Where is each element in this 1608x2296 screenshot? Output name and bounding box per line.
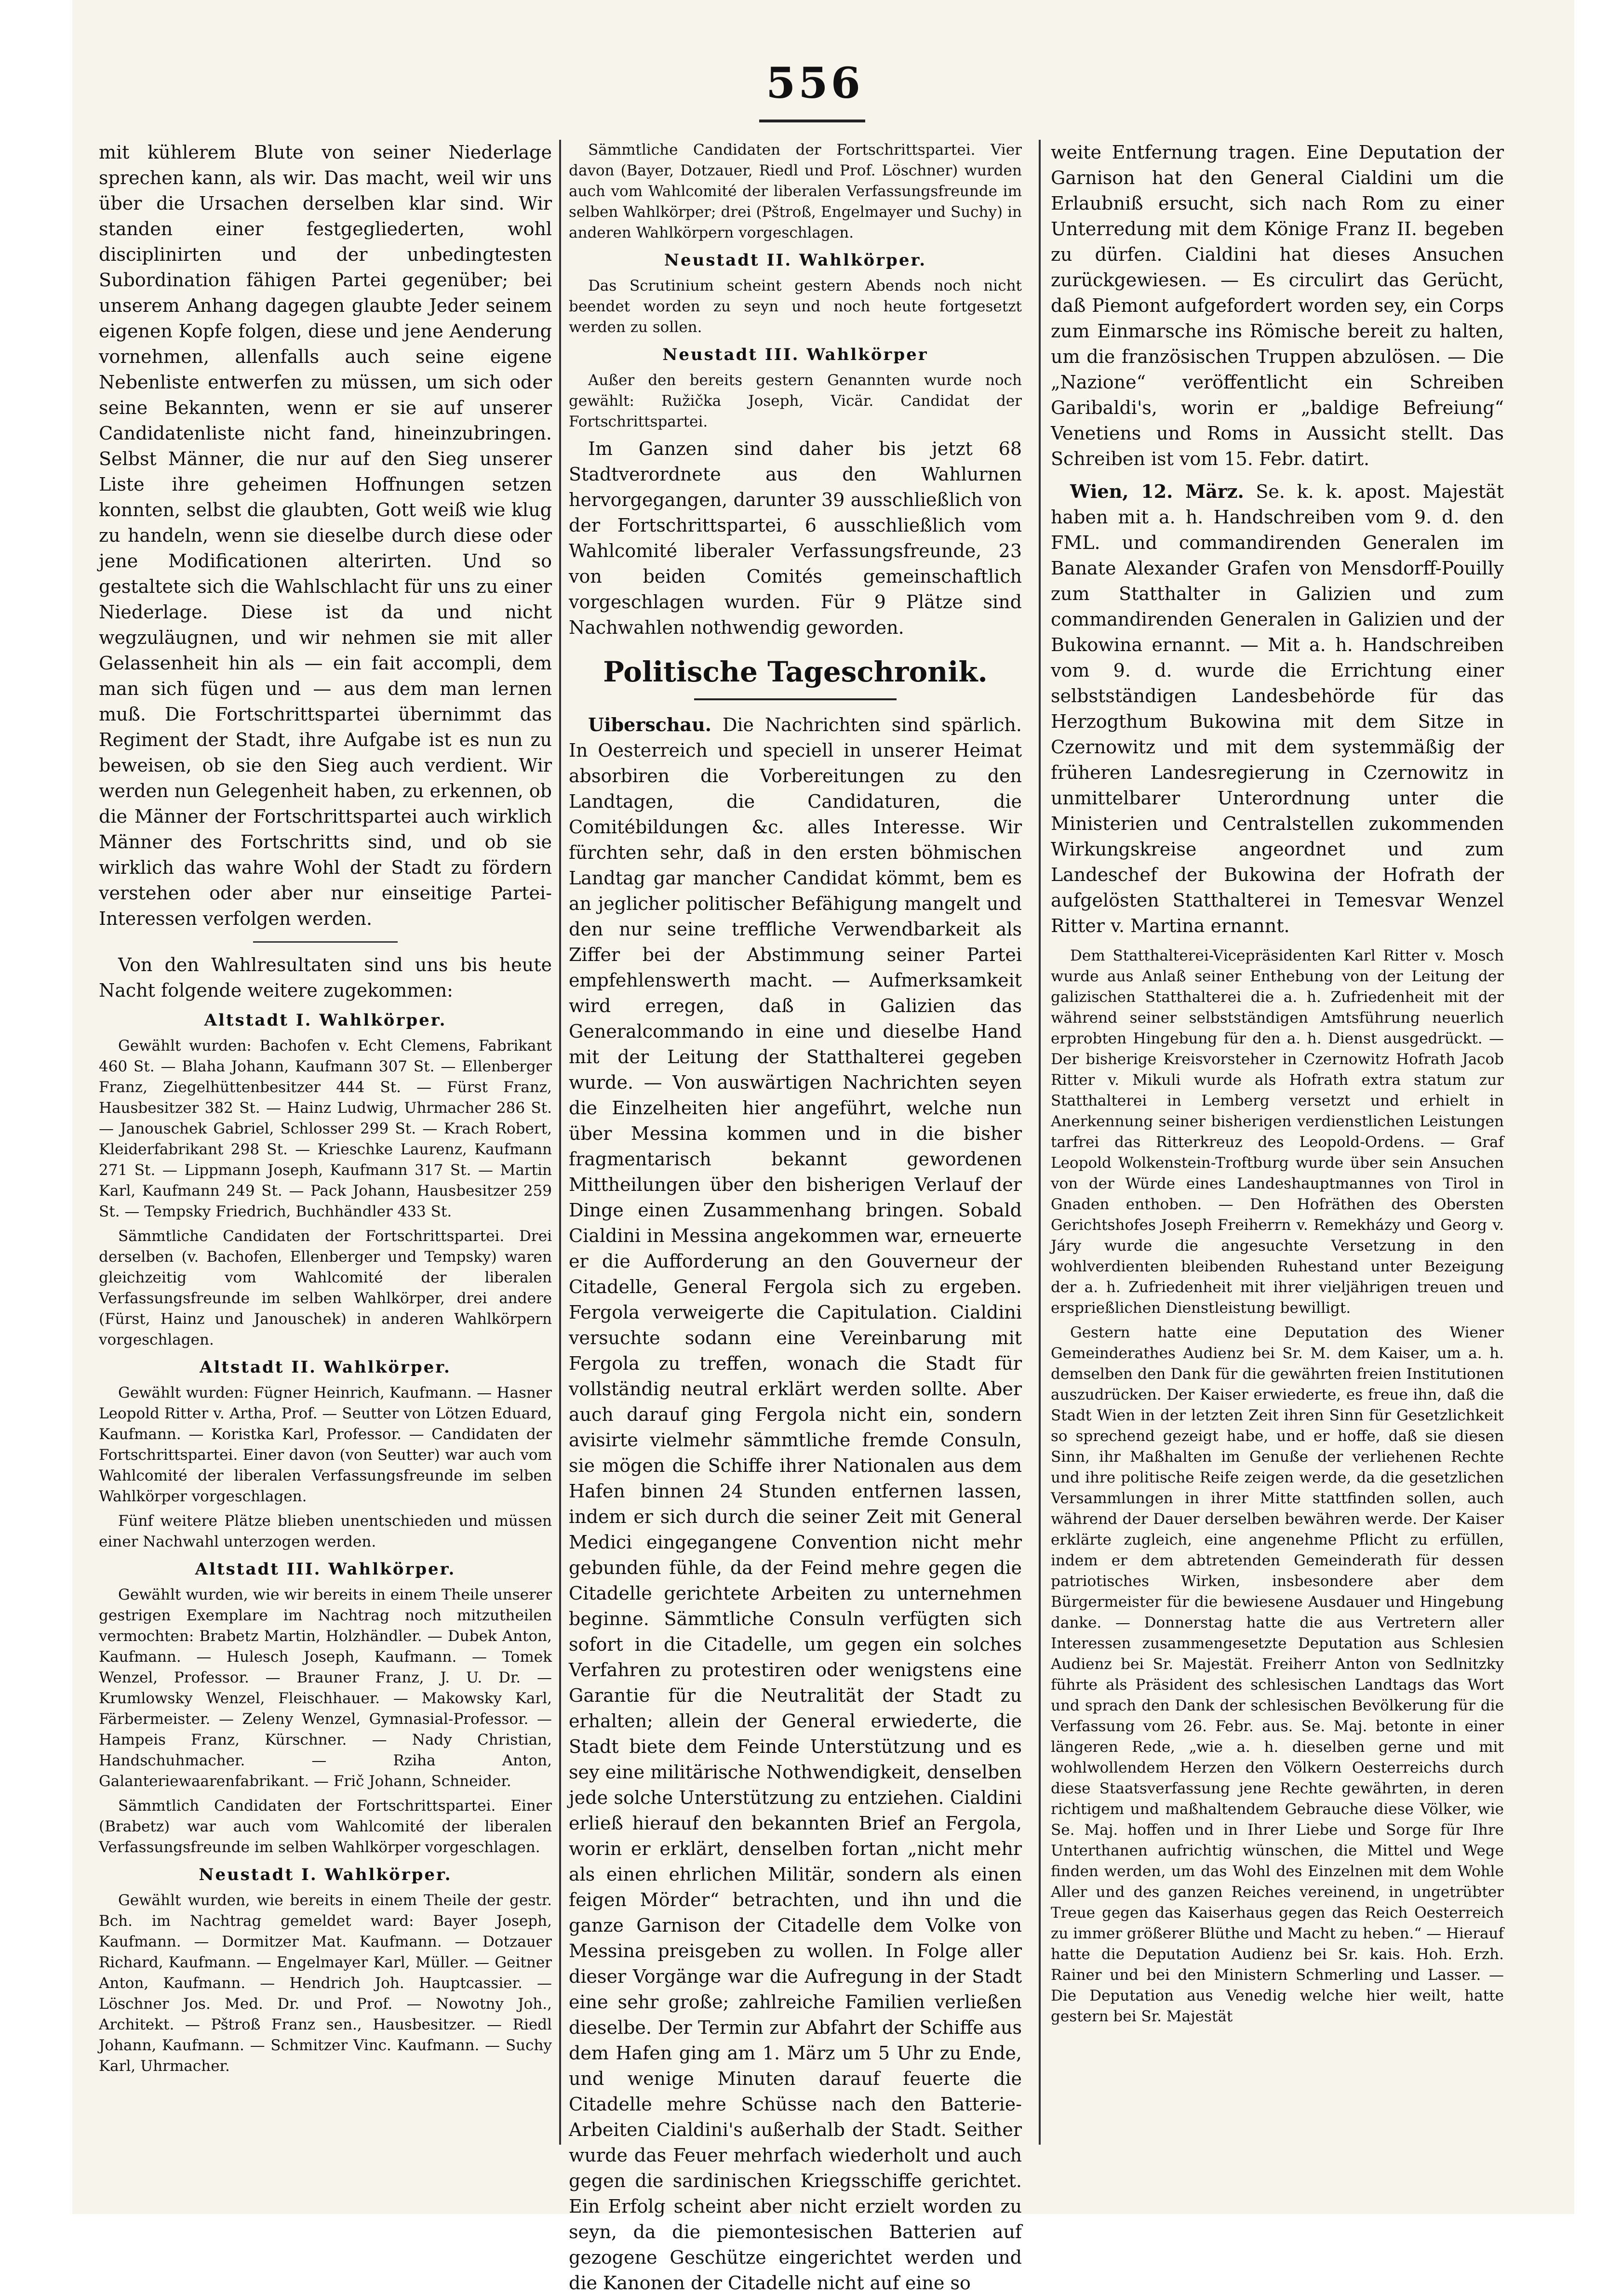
article-body: Die Nachrichten sind spärlich. In Oesterreich und speciell in unserer Heimat absorbiren die Vorbereitungen zu den Landtagen, die Candidaturen, die Comitébildungen &c. alles Interesse. Wir fürchten sehr, daß in den ersten böhmischen Landtag gar mancher Candidat kömmt, bem es an jeglicher politischer Befähigung mangelt und den nur seine treffliche Verwendbarkeit als Ziffer bei der Abstimmung seiner Partei empfehlenswerth macht. — Aufmerksamkeit wird erregen, daß in Galizien das Generalcommando in eine und dieselbe Hand mit der Leitung der Statthalterei gegeben wurde. — Von auswärtigen Nachrichten seyen die Einzelheiten hier angeführt, welche nun über Messina kommen und in die bisher fragmentarisch bekannt gewordenen Mittheilungen über den bisherigen Verlauf der Dinge einen Zusammenhang bringen. Sobald Cialdini in Messina angekommen war, erneuerte er die Aufforderung an den Gouverneur der Citadelle, General Fergola sich zu ergeben. Fergola verweigerte die Capitulation. Cialdini versuchte sodann eine Vereinbarung mit Fergola zu treffen, wonach die Stadt für vollständig neutral erklärt werden sollte. Aber auch darauf ging Fergola nicht ein, sondern avisirte vielmehr sämmtliche fremde Consuln, sie mögen die Schiffe ihrer Nationalen aus dem Hafen binnen 24 Stunden entfernen lassen, indem er sich durch die seiner Zeit mit General Medici eingegangene Convention nicht mehr gebunden fühle, da der Feind mehre gegen die Citadelle gerichtete Arbeiten zu unternehmen beginne. Sämmtliche Consuln verfügten sich sofort in die Citadelle, um gegen ein solches Verfahren zu protestiren oder wenigstens eine Garantie für die Neutralität der Stadt zu erhalten; allein der General erwiederte, die Stadt biete dem Feinde Unterstützung und es sey eine militärische Nothwendigkeit, denselben jede solche Unterstützung zu entziehen. Cialdini erließ hierauf den bekannten Brief an Fergola, worin er erklärt, denselben fortan „nicht mehr als einen ehrlichen Militär, sondern als einen feigen Mörder“ betrachten, und ihn und die ganze Garnison der Citadelle dem Volke von Messina preisgeben zu wollen. In Folge aller dieser Vorgänge war die Aufregung in der Stadt eine sehr große; zahlreiche Familien verließen dieselbe. Der Termin zur Abfahrt der Schiffe aus dem Hafen ging am 1. März um 5 Uhr zu Ende, und wenige Minuten darauf feuerte die Citadelle mehre Schüsse nach den Batterie-Arbeiten Cialdini's außerhalb der Stadt. Seither wurde das Feuer mehrfach wiederholt und auch gegen die sardinischen Kriegsschiffe gerichtet. Ein Erfolg scheint aber nicht erzielt worden zu seyn, da die piemontesischen Batterien auf gezogene Geschütze eingerichtet werden und die Kanonen der Citadelle nicht auf eine so bbox=[569, 714, 1022, 2294]
article-paragraph: Im Ganzen sind daher bis jetzt 68 Stadtverordnete aus den Wahlurnen hervorgegangen, darunter 39 ausschließlich von der Fortschrittspartei, 6 ausschließlich vom Wahlcomité liberaler Verfassungsfreunde, 23 von beiden Comités gemeinschaftlich vorgeschlagen wurden. Für 9 Plätze sind Nachwahlen nothwendig geworden. bbox=[569, 438, 1022, 638]
column-divider-2 bbox=[1039, 140, 1041, 2145]
separator-rule bbox=[253, 941, 398, 943]
article-lead: Uiberschau. bbox=[588, 714, 711, 735]
article-body: Se. k. k. apost. Majestät haben mit a. h. Handschreiben vom 9. d. den FML. und commandirenden Generalen im Banate Alexander Grafen von Mensdorff-Pouilly zum Statthalter in Galizien und zum commandirenden Generalen in Galizien und der Bukowina ernannt. — Mit a. h. Handschreiben vom 9. d. wurde die Errichtung einer selbstständigen Landesbehörde für das Herzogthum Bukowina mit dem Sitze in Czernowitz und mit dem systemmäßig der früheren Landesregierung in Czernowitz in unmittelbarer Unterordnung unter die Ministerien und Centralstellen zukommenden Wirkungskreise angeordnet und zum Landeschef der Bukowina der Hofrath der aufgelösten Statthalterei in Temesvar Wenzel Ritter v. Martina ernannt. bbox=[1051, 481, 1504, 936]
results-paragraph: Das Scrutinium scheint gestern Abends noch nicht beendet worden zu seyn und noch heute fortgesetzt werden zu sollen. bbox=[569, 277, 1022, 336]
brief-paragraph: Gestern hatte eine Deputation des Wiener Gemeinderathes Audienz bei Sr. M. dem Kaiser, um a. h. demselben den Dank für die gewährten freien Institutionen auszudrücken. Der Kaiser erwiederte, es freue ihn, daß die Stadt Wien in der letzten Zeit ihren Sinn für Gesetzlichkeit so sprechend gezeigt habe, und er hoffe, daß sie diesen Sinn, ihr Maßhalten im Genuße der verliehenen Rechte und ihre politische Reife zeigen werde, da die gesetzlichen Versammlungen in ihrer Mitte stattfinden sollen, auch während der Dauer derselben bewähren werde. Der Kaiser erklärte zugleich, eine angenehme Pflicht zu erfüllen, indem er dem abtretenden Gemeinderath für dessen patriotisches Wirken, insbesondere aber dem Bürgermeister für die bewiesene Ausdauer und Hingebung danke. — Donnerstag hatte die aus Vertretern aller Interessen zusammengesetzte Deputation aus Schlesien Audienz bei Sr. Majestät. Freiherr Anton von Sedlnitzky führte als Präsident des schlesischen Landtags das Wort und sprach den Dank der schlesischen Bevölkerung für die Verfassung vom 26. Febr. aus. Se. Maj. betonte in einer längeren Rede, „wie a. h. dieselben gerne und mit wohlwollendem Herzen den Völkern Oesterreichs durch diese Staatsverfassung jene Rechte gewährten, in deren richtigem und maßhaltendem Gebrauche diese Völker, wie Se. Maj. hoffen und in Ihrer Liebe und Sorge für Ihre Unterthanen aufrichtig wünschen, die Mittel und Wege finden werden, um das Wohl des Einzelnen mit dem Wohle Aller und des ganzen Reiches vereinend, in ungetrübter Treue gegen das Kaiserhaus gegen das Reich Oesterreich zu immer größerer Blüthe und Macht zu heben.“ — Hierauf hatte die Deputation Audienz bei Sr. kais. Hoh. Erzh. Rainer und bei den Ministern Schmerling und Lasser. — Die Deputation aus Venedig welche hier weilt, hatte gestern bei Sr. Majestät bbox=[1051, 1324, 1504, 2025]
page-number: 556 bbox=[766, 58, 863, 108]
results-paragraph: Gewählt wurden, wie wir bereits in einem Theile unserer gestrigen Exemplare im Nachtrag noch mitzutheilen vermochten: Brabetz Martin, Holzhändler. — Dubek Anton, Kaufmann. — Hulesch Joseph, Kaufmann. — Tomek Wenzel, Professor. — Brauner Franz, J. U. Dr. — Krumlowsky Wenzel, Fleischhauer. — Makowsky Karl, Färbermeister. — Zeleny Wenzel, Gymnasial-Professor. — Hampeis Franz, Kürschner. — Nady Christian, Handschuhmacher. — Rziha Anton, Galanteriewaarenfabrikant. — Frič Johann, Schneider. bbox=[99, 1586, 552, 1790]
results-paragraph: Sämmtliche Candidaten der Fortschrittspartei. Vier davon (Bayer, Dotzauer, Riedl und Prof. Löschner) wurden auch vom Wahlcomité der liberalen Verfassungsfreunde im selben Wahlkörper; drei (Pštroß, Engelmayer und Suchy) in anderen Wahlkörpern vorgeschlagen. bbox=[569, 141, 1022, 241]
district-heading: Neustadt III. Wahlkörper bbox=[662, 345, 928, 364]
scan-margin-left bbox=[0, 0, 72, 2214]
results-paragraph: Sämmtlich Candidaten der Fortschrittspartei. Einer (Brabetz) war auch vom Wahlcomité der liberalen Verfassungsfreunde im selben Wahlkörper vorgeschlagen. bbox=[99, 1797, 552, 1856]
column-divider-1 bbox=[559, 140, 561, 2145]
column-2 bbox=[569, 140, 1022, 2294]
column-3 bbox=[1051, 140, 1504, 2164]
article-paragraph bbox=[1051, 479, 1504, 939]
district-heading: Altstadt III. Wahlkörper. bbox=[195, 1560, 456, 1579]
district-heading: Neustadt I. Wahlkörper. bbox=[199, 1865, 452, 1884]
results-paragraph: Gewählt wurden, wie bereits in einem Theile der gestr. Bch. im Nachtrag gemeldet ward: Bayer Joseph, Kaufmann. — Dormitzer Mat. Kaufmann. — Dotzauer Richard, Kaufmann. — Engelmayer Karl, Müller. — Geitner Anton, Kaufmann. — Hendrich Joh. Hauptcassier. — Löschner Jos. Med. Dr. und Prof. — Nowotny Joh., Architekt. — Pštroß Franz sen., Hausbesitzer. — Riedl Johann, Kaufmann. — Schmitzer Vinc. Kaufmann. — Suchy Karl, Uhrmacher. bbox=[99, 1892, 552, 2075]
article-paragraph bbox=[569, 712, 1022, 2296]
article-lead: Wien, 12. März. bbox=[1070, 481, 1244, 502]
news-briefs bbox=[1051, 946, 1504, 2027]
results-paragraph: Fünf weitere Plätze blieben unentschieden und müssen einer Nachwahl unterzogen werden. bbox=[99, 1512, 552, 1550]
results-paragraph: Außer den bereits gestern Genannten wurde noch gewählt: Ružička Joseph, Vicär. Candidat der Fortschrittspartei. bbox=[569, 372, 1022, 430]
column-1 bbox=[99, 140, 552, 2164]
article-paragraph: weite Entfernung tragen. Eine Deputation der Garnison hat den General Cialdini um die Erlaubniß ersucht, sich nach Rom zu einer Unterredung mit dem Könige Franz II. begeben zu dürfen. Cialdini hat dieses Ansuchen zurückgewiesen. — Es circulirt das Gerücht, daß Piemont aufgefordert worden sey, ein Corps zum Einmarsche ins Römische bereit zu halten, um die französischen Truppen abzulösen. — Die „Nazione“ veröffentlicht ein Schreiben Garibaldi's, worin er „baldige Befreiung“ Venetiens und Roms in Aussicht stellt. Das Schreiben ist vom 15. Febr. datirt. bbox=[1051, 142, 1504, 469]
brief-paragraph: Dem Statthalterei-Vicepräsidenten Karl Ritter v. Mosch wurde aus Anlaß seiner Enthebung von der Leitung der galizischen Statthalterei die a. h. Zufriedenheit mit der während seiner selbstständigen Amtsführung neuerlich erprobten Hingebung für den a. h. Dienst ausgedrückt. — Der bisherige Kreisvorsteher in Czernowitz Hofrath Jacob Ritter v. Mikuli wurde als Hofrath extra statum zur Statthalterei in Lemberg versetzt und erhielt in Anerkennung seiner bisherigen verdienstlichen Leistungen tarfrei das Ritterkreuz des Leopold-Ordens. — Graf Leopold Wolkenstein-Troftburg wurde über sein Ansuchen von der Würde eines Landeshauptmannes von Tirol in Gnaden enthoben. — Den Hofräthen des Obersten Gerichtshofes Joseph Freiherrn v. Remekházy und Georg v. Járy wurde die angesuchte Versetzung in den wohlverdienten bleibenden Ruhestand unter Bezeigung der a. h. Zufriedenheit mit ihrer vieljährigen treuen und ersprießlichen Dienstleistung bewilligt. bbox=[1051, 947, 1504, 1317]
election-results bbox=[569, 140, 1022, 432]
district-heading: Altstadt II. Wahlkörper. bbox=[200, 1358, 451, 1377]
results-paragraph: Sämmtliche Candidaten der Fortschrittspartei. Drei derselben (v. Bachofen, Ellenberger und Tempsky) waren gleichzeitig vom Wahlcomité der liberalen Verfassungsfreunde im selben Wahlkörper, drei andere (Fürst, Hainz und Janouschek) in anderen Wahlkörpern vorgeschlagen. bbox=[99, 1228, 552, 1348]
district-heading: Altstadt I. Wahlkörper. bbox=[204, 1011, 447, 1030]
section-title-rule bbox=[694, 698, 897, 700]
results-paragraph: Gewählt wurden: Bachofen v. Echt Clemens, Fabrikant 460 St. — Blaha Johann, Kaufmann 307 St. — Ellenberger Franz, Ziegelhüttenbesitzer 444 St. — Fürst Franz, Hausbesitzer 382 St. — Hainz Ludwig, Uhrmacher 286 St. — Janouschek Gabriel, Schlosser 299 St. — Krach Robert, Kleiderfabrikant 298 St. — Krieschke Laurenz, Kaufmann 271 St. — Lippmann Joseph, Kaufmann 317 St. — Martin Karl, Kaufmann 249 St. — Pack Johann, Hausbesitzer 259 St. — Tempsky Friedrich, Buchhändler 433 St. bbox=[99, 1037, 552, 1220]
election-results bbox=[99, 1010, 552, 2077]
scan-margin-right bbox=[1574, 0, 1608, 2214]
header-rule bbox=[759, 120, 865, 122]
article-paragraph: mit kühlerem Blute von seiner Niederlage sprechen kann, als wir. Das macht, weil wir uns über die Ursachen derselben klar sind. Wir standen einer festgegliederten, wohl disciplinirten und der unbedingtesten Subordination fähigen Partei gegenüber; bei unserem Anhang dagegen glaubte Jeder seinem eigenen Kopfe folgen, diese und jene Aenderung vornehmen, allenfalls auch seine eigene Nebenliste entwerfen zu müssen, um sich oder seine Bekannten, wenn er sie auf unserer Candidatenliste nicht fand, hineinzubringen. Selbst Männer, die nur auf den Sieg unserer Liste ihre geheimen Hoffnungen setzen konnten, selbst die glaubten, Gott weiß wie klug zu handeln, wenn sie dieselbe durch diese oder jene Modificationen alterirten. Und so gestaltete sich die Wahlschlacht für uns zu einer Niederlage. Diese ist da und nicht wegzuläugnen, und wir nehmen sie mit aller Gelassenheit hin als — ein fait accompli, dem man sich fügen und — aus dem man lernen muß. Die Fortschrittspartei übernimmt das Regiment der Stadt, ihre Aufgabe ist es nun zu beweisen, ob sie den Sieg auch verdient. Wir werden nun Gelegenheit haben, zu erkennen, ob die Männer der Fortschrittspartei auch wirklich Männer des Fortschritts sind, und ob sie wirklich das wahre Wohl der Stadt zu fördern verstehen oder aber nur einseitige Partei-Interessen verfolgen werden. bbox=[99, 142, 552, 929]
article-paragraph: Von den Wahlresultaten sind uns bis heute Nacht folgende weitere zugekommen: bbox=[99, 954, 552, 1001]
district-heading: Neustadt II. Wahlkörper. bbox=[664, 251, 927, 270]
results-paragraph: Gewählt wurden: Fügner Heinrich, Kaufmann. — Hasner Leopold Ritter v. Artha, Prof. — Seutter von Lötzen Eduard, Kaufmann. — Koristka Karl, Professor. — Candidaten der Fortschrittspartei. Einer davon (von Seutter) war auch vom Wahlcomité der liberalen Verfassungsfreunde im selben Wahlkörper vorgeschlagen. bbox=[99, 1384, 552, 1505]
section-title: Politische Tageschronik. bbox=[603, 655, 988, 688]
